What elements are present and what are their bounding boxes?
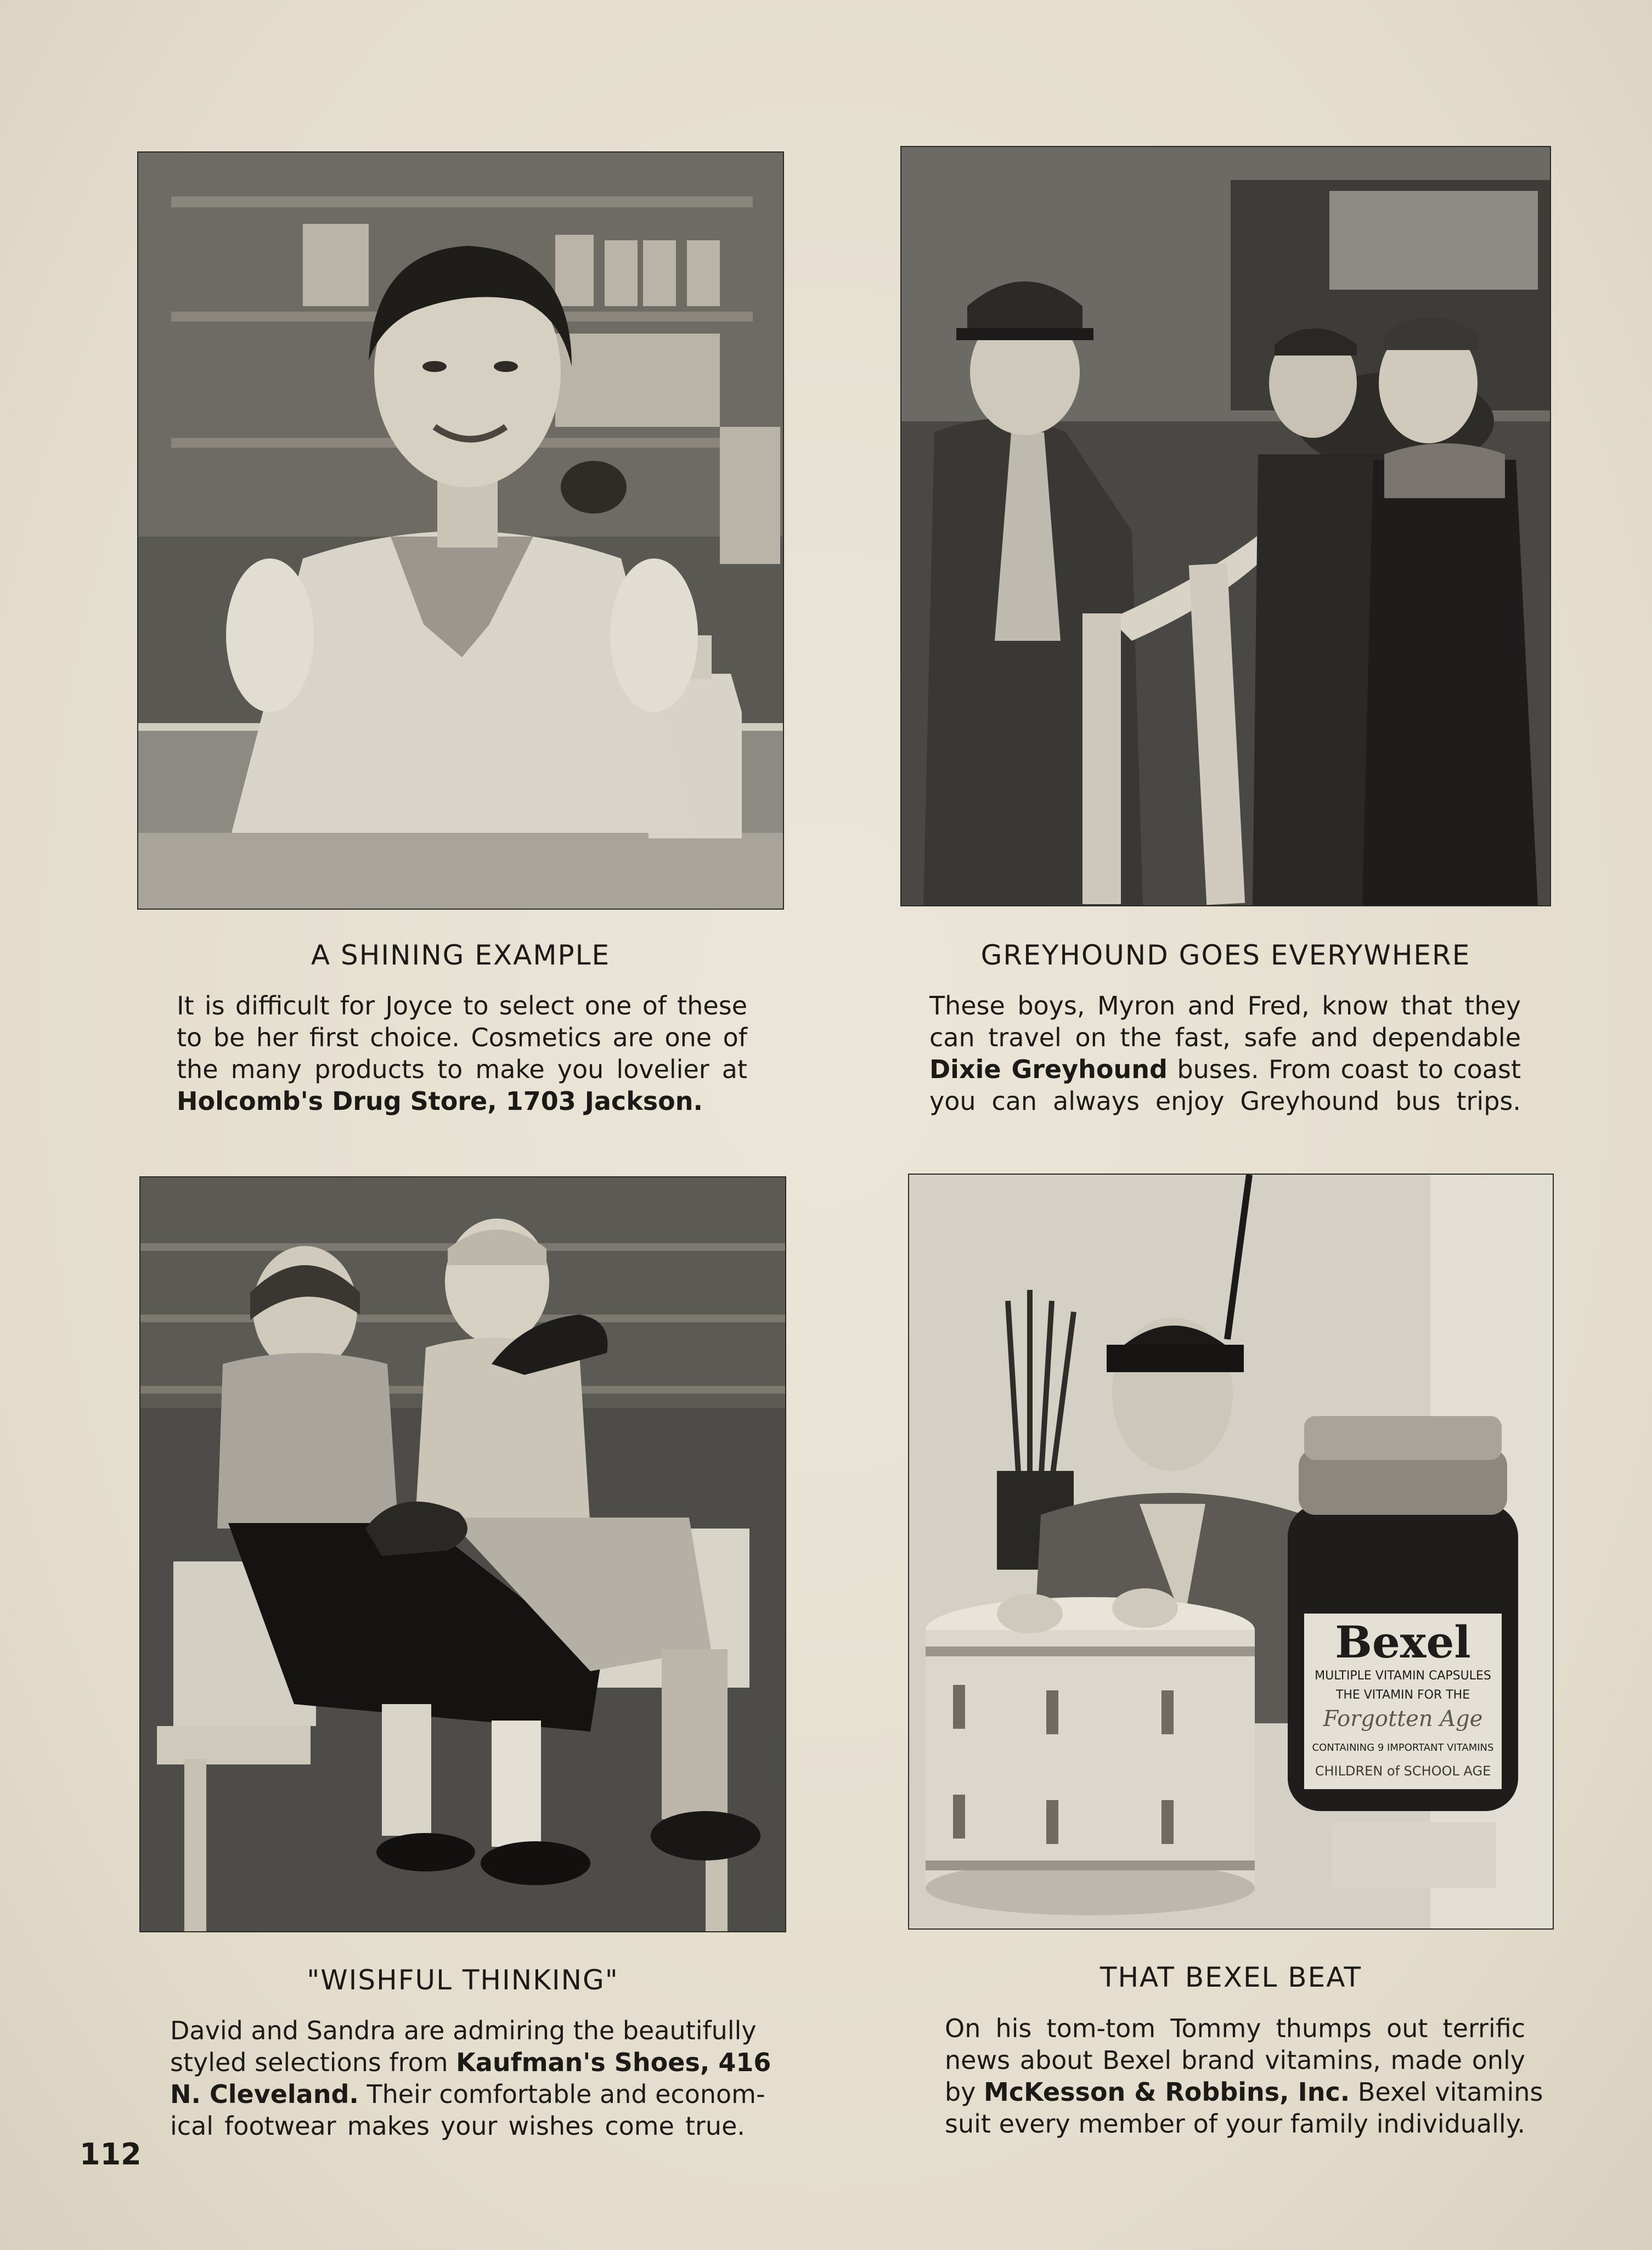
caption-title-shining-example: A SHINING EXAMPLE <box>311 939 611 971</box>
caption-line: David and Sandra are admiring the beautifully <box>170 2016 757 2045</box>
photo-shining-example <box>138 153 783 909</box>
advertiser-name: Holcomb's Drug Store, 1703 Jackson. <box>177 1086 703 1116</box>
bexel-label-line: CONTAINING 9 IMPORTANT VITAMINS <box>1312 1742 1494 1753</box>
caption-line: On his tom-tom Tommy thumps out terrific <box>945 2014 1525 2043</box>
caption-line: you can always enjoy Greyhound bus trips. <box>929 1086 1521 1116</box>
advertiser-name: Kaufman's Shoes, 416 <box>456 2048 771 2077</box>
caption-line: It is difficult for Joyce to select one of these <box>177 991 747 1020</box>
caption-body-greyhound <box>929 990 1521 1117</box>
caption-line: N. Cleveland. Their comfortable and econom- <box>170 2079 765 2109</box>
advertiser-address: N. Cleveland. <box>170 2079 359 2109</box>
advertiser-name: McKesson & Robbins, Inc. <box>984 2077 1350 2107</box>
caption-line: the many products to make you lovelier at <box>177 1054 747 1084</box>
caption-line: news about Bexel brand vitamins, made only <box>945 2045 1525 2075</box>
photo-bexel-beat <box>909 1175 1553 1928</box>
caption-line: ical footwear makes your wishes come true. <box>170 2111 745 2141</box>
caption-title-wishful-thinking: "WISHFUL THINKING" <box>307 1964 619 1996</box>
caption-body-shining-example <box>177 990 747 1117</box>
bexel-label-line: CHILDREN of SCHOOL AGE <box>1315 1763 1491 1779</box>
caption-line: Dixie Greyhound buses. From coast to coast <box>929 1054 1521 1084</box>
bexel-label-line: Forgotten Age <box>1323 1706 1483 1732</box>
caption-line: can travel on the fast, safe and dependable <box>929 1023 1521 1052</box>
bexel-label-line: THE VITAMIN FOR THE <box>1335 1688 1470 1702</box>
advertiser-name: Dixie Greyhound <box>929 1054 1168 1084</box>
photo-wishful-thinking <box>140 1177 785 1931</box>
caption-body-bexel-beat <box>945 2012 1543 2140</box>
caption-body-wishful-thinking <box>170 2015 771 2142</box>
caption-line <box>177 1085 747 1117</box>
caption-line: by McKesson & Robbins, Inc. Bexel vitamins <box>945 2077 1543 2107</box>
caption-title-greyhound: GREYHOUND GOES EVERYWHERE <box>980 939 1471 971</box>
bexel-brand-text: Bexel <box>1335 1616 1471 1668</box>
bexel-label-line: MULTIPLE VITAMIN CAPSULES <box>1315 1669 1491 1683</box>
caption-line: These boys, Myron and Fred, know that they <box>929 991 1521 1020</box>
caption-line: to be her first choice. Cosmetics are one of <box>177 1023 747 1052</box>
caption-title-bexel-beat: THAT BEXEL BEAT <box>1100 1961 1362 1993</box>
photo-greyhound <box>901 147 1550 905</box>
caption-line: suit every member of your family individually. <box>945 2109 1525 2139</box>
page-number: 112 <box>80 2137 142 2172</box>
caption-line: styled selections from Kaufman's Shoes, 416 <box>170 2048 771 2077</box>
